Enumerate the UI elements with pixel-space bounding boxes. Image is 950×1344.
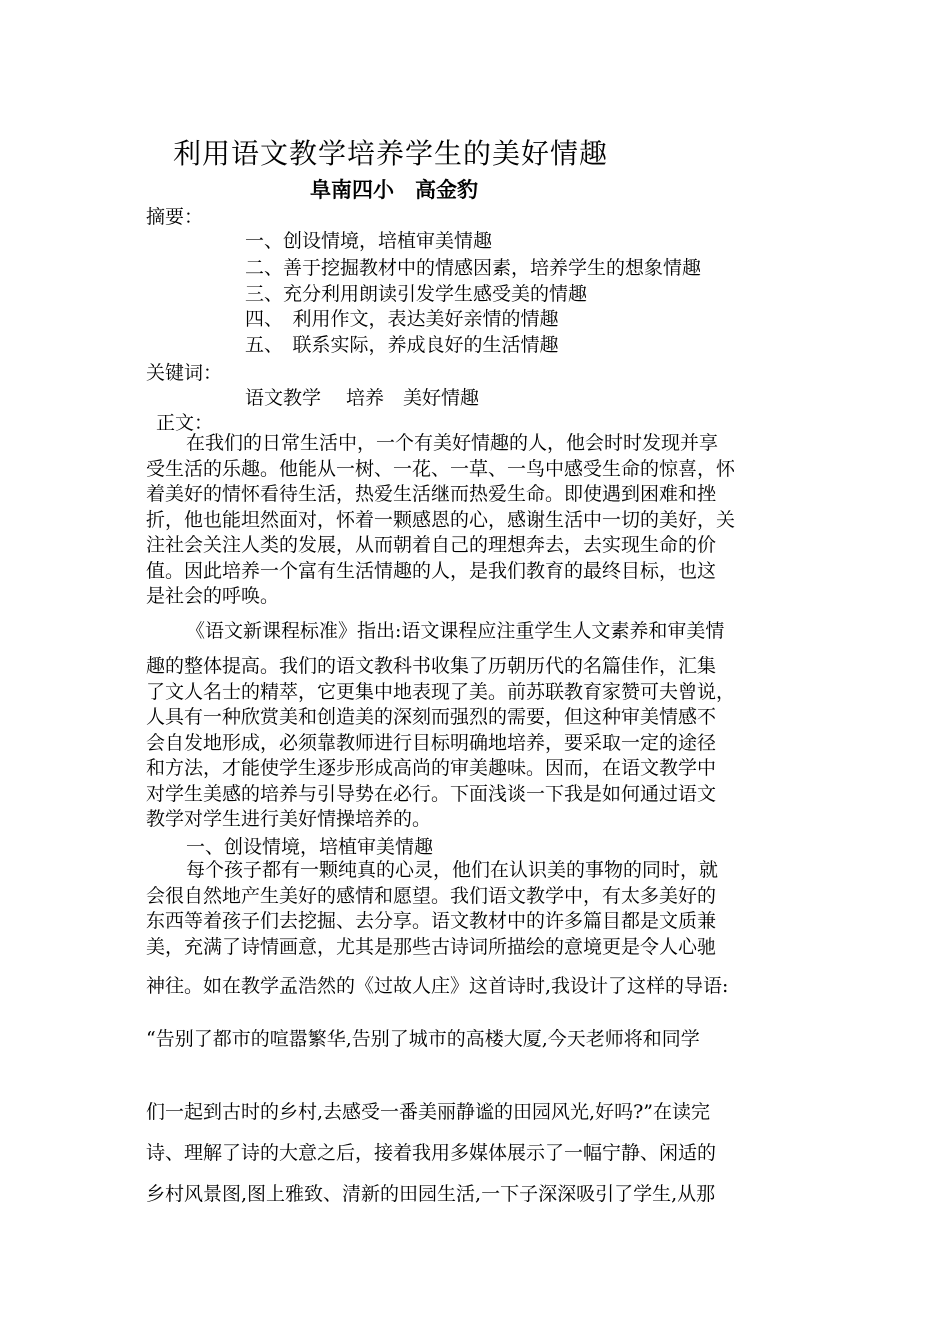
text-line: 值。因此培养一个富有生活情趣的人，是我们教育的最终目标，也这	[146, 559, 717, 582]
text-line: 每个孩子都有一颗纯真的心灵，他们在认识美的事物的同时，就	[186, 859, 719, 881]
text-line: 趣的整体提高。我们的语文教科书收集了历朝历代的名篇佳作，汇集	[146, 655, 717, 677]
text-line: 了文人名士的精萃，它更集中地表现了美。前苏联教育家赞可夫曾说，	[146, 680, 736, 703]
text-line: 对学生美感的培养与引导势在必行。下面浅谈一下我是如何通过语文	[146, 782, 717, 805]
author-line: 阜南四小 高金豹	[310, 177, 478, 202]
paragraph-intro	[146, 431, 821, 610]
text-line: 是社会的呼唤。	[146, 585, 280, 607]
text-line: 乡村风景图,图上雅致、清新的田园生活,一下子深深吸引了学生,从那	[146, 1183, 716, 1205]
text-line: 着美好的情怀看待生活，热爱生活继而热爱生命。即使遇到困难和挫	[146, 483, 717, 505]
abstract-label: 摘要：	[146, 206, 204, 228]
text-line: 和方法，才能使学生逐步形成高尚的审美趣味。因而，在语文教学中	[146, 757, 717, 779]
text-line: 教学对学生进行美好情操培养的。	[146, 808, 432, 830]
abstract-item: 二、善于挖掘教材中的情感因素，培养学生的想象情趣	[245, 257, 702, 279]
abstract-item: 三、充分利用朗读引发学生感受美的情趣	[245, 283, 588, 305]
abstract-item: 四、 利用作文，表达美好亲情的情趣	[245, 308, 559, 330]
paragraph-section1	[146, 858, 821, 960]
text-line: 《语文新课程标准》指出:语文课程应注重学生人文素养和审美情	[186, 620, 725, 642]
text-line: 们一起到古时的乡村,去感受一番美丽静谧的田园风光,好吗?”在读完	[146, 1101, 710, 1123]
paragraph-poem-continued	[146, 1092, 821, 1215]
text-line: 美，充满了诗情画意，尤其是那些古诗词所描绘的意境更是令人心驰	[146, 935, 717, 958]
text-line: 在我们的日常生活中，一个有美好情趣的人，他会时时发现并享	[186, 432, 719, 454]
paragraph-standard	[146, 654, 821, 833]
section-heading: 一、创设情境，培植审美情趣	[186, 836, 434, 858]
text-line: “告别了都市的喧嚣繁华,告别了城市的高楼大厦,今天老师将和同学	[146, 1028, 700, 1050]
text-line: 诗、理解了诗的大意之后，接着我用多媒体展示了一幅宁静、闲适的	[146, 1142, 717, 1164]
text-line: 折，他也能坦然面对，怀着一颗感恩的心，感谢生活中一切的美好，关	[146, 508, 736, 531]
abstract-item: 一、创设情境，培植审美情趣	[245, 230, 493, 252]
keywords-label: 关键词：	[146, 362, 223, 384]
document-title: 利用语文教学培养学生的美好情趣	[173, 137, 609, 170]
text-line: 会自发地形成，必须靠教师进行目标明确地培养，要采取一定的途径	[146, 731, 717, 754]
text-line: 注社会关注人类的发展，从而朝着自己的理想奔去，去实现生命的价	[146, 534, 717, 556]
text-line: 会很自然地产生美好的感情和愿望。我们语文教学中，有太多美好的	[146, 884, 717, 907]
paragraph-poem-intro	[146, 966, 821, 1060]
paragraph-standard-first-line	[146, 619, 821, 645]
keywords-text: 语文教学 培养 美好情趣	[245, 387, 480, 409]
text-line: 神往。如在教学孟浩然的《过故人庄》这首诗时,我设计了这样的导语:	[146, 975, 729, 997]
body-label: 正文：	[156, 412, 214, 434]
text-line: 人具有一种欣赏美和创造美的深刻而强烈的需要，但这种审美情感不	[146, 706, 717, 728]
text-line: 东西等着孩子们去挖掘、去分享。语文教材中的许多篇目都是文质兼	[146, 910, 717, 932]
abstract-item: 五、 联系实际，养成良好的生活情趣	[245, 334, 559, 356]
text-line: 受生活的乐趣。他能从一树、一花、一草、一鸟中感受生命的惊喜，怀	[146, 457, 736, 480]
